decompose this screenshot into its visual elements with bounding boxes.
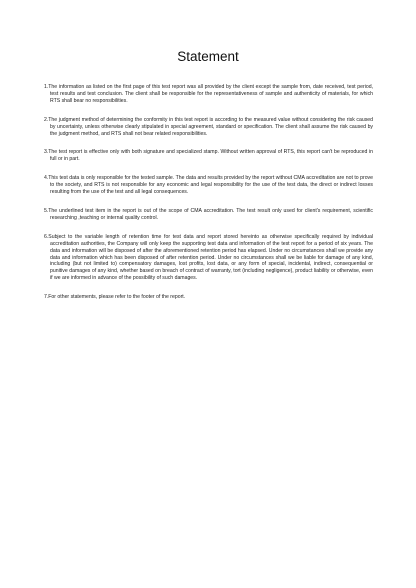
statement-clause-3: 3.The test report is effective only with both signature and specialized stamp. Without written approval of RTS, this report can't be reproduced in full or in part. xyxy=(44,149,373,163)
statement-clause-2: 2.The judgment method of determining the conformity in this test report is according to the measured value without considering the risk caused by uncertainty, unless otherwise clearly stipulated in special agreement, standard or specification. The client shall assume the risk caused by the judgment method, and RTS shall not bear related responsibilities. xyxy=(44,116,373,137)
statement-clause-7: 7.For other statements, please refer to the footer of the report. xyxy=(44,294,186,301)
statement-clause-4: 4.This test data is only responsible for the tested sample. The data and results provided by the report without CMA accreditation are not to prove to the society, and RTS is not responsible for any economic and legal responsibility for the use of the test data, the direct or indirect losses resulting from the use of the test and all legal consequences. xyxy=(44,175,373,196)
statement-clause-6: 6.Subject to the variable length of retention time for test data and report stored hereinto as otherwise specifically required by individual accreditation authorities, the Company will only keep the supporting test data and information of the test report for a period of six years. The data and information will be disposed of after the aforementioned retention period has elapsed. Under no circumstances shall we provide any data and information which has been disposed of after retention period. Under no circumstances shall we be liable for damage of any kind, including (but not limited to) compensatory damages, lost profits, lost data, or any form of special, incidental, indirect, consequential or punitive damages of any kind, whether based on breach of contract of warranty, tort (including negligence), product liability or otherwise, even if we are informed in advance of the possibility of such damages. xyxy=(44,233,373,282)
page-title: Statement xyxy=(177,49,239,64)
statement-clauses xyxy=(44,84,373,313)
statement-clause-5: 5.The underlined test item in the report is out of the scope of CMA accreditation. The test result only used for client's requirement, scientific researching ,teaching or internal quality control. xyxy=(44,207,373,221)
statement-clause-1: 1.The information as listed on the first page of this test report was all provided by the client except the sample from, date received, test period, test results and test conclusion. The client shall be responsible for the representativeness of sample and authenticity of materials, for which RTS shall bear no responsibilities. xyxy=(44,84,373,104)
